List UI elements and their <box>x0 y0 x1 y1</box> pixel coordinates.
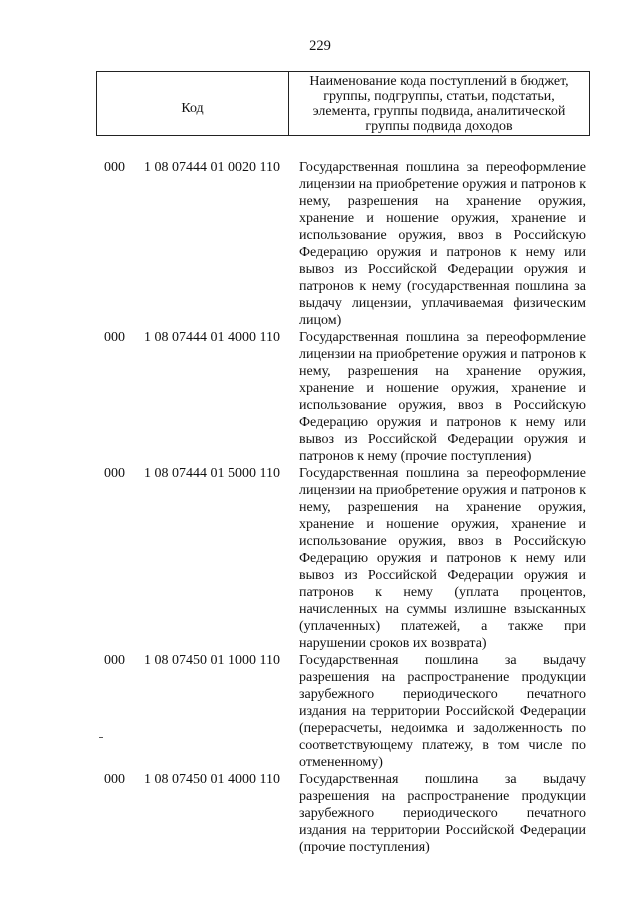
scan-mark <box>99 737 103 738</box>
table-header <box>96 71 590 136</box>
revenue-name: Государственная пошлина за переоформление лицензии на приобретение оружия и патронов к нему, разрешения на хранение оружия, хранение и ношение оружия, хранение и использование оружия, ввоз в Российскую Федерацию оружия и патронов к нему или вывоз из Российской Федерации оружия и патронов к нему (государственная пошлина за выдачу лицензии, уплачиваемая физическим лицом) <box>299 160 587 328</box>
admin-code: 000 <box>104 653 125 668</box>
revenue-name: Государственная пошлина за выдачу разрешения на распространение продукции зарубежного периодического печатного издания на территории Российской Федерации (прочие поступления) <box>299 772 586 855</box>
table-row <box>96 652 596 771</box>
admin-code: 000 <box>104 160 125 175</box>
table-row <box>96 329 596 465</box>
revenue-code: 1 08 07450 01 1000 110 <box>144 653 280 668</box>
admin-code: 000 <box>104 772 125 787</box>
header-code-cell: Код <box>97 72 289 135</box>
revenue-code: 1 08 07450 01 4000 110 <box>144 772 280 787</box>
admin-code: 000 <box>104 466 125 481</box>
page-number: 229 <box>309 38 331 54</box>
header-name-cell: Наименование кода поступлений в бюджет, группы, подгруппы, статьи, подстатьи, элемента, группы подвида, аналитической группы подвида доходов <box>309 74 569 134</box>
revenue-code: 1 08 07444 01 4000 110 <box>144 330 280 345</box>
table-body <box>96 159 596 856</box>
table-row <box>96 771 596 856</box>
revenue-name: Государственная пошлина за переоформление лицензии на приобретение оружия и патронов к нему, разрешения на хранение оружия, хранение и ношение оружия, хранение и использование оружия, ввоз в Российскую Федерацию оружия и патронов к нему или вывоз из Российской Федерации оружия и патронов к нему (уплата процентов, начисленных на суммы излишне взысканных (уплаченных) платежей, а также при нарушении сроков их возврата) <box>299 466 587 651</box>
revenue-name: Государственная пошлина за выдачу разрешения на распространение продукции зарубежного периодического печатного издания на территории Российской Федерации (перерасчеты, недоимка и задолженность по соответствующему платежу, в том числе по отмененному) <box>299 653 586 770</box>
table-row <box>96 159 596 329</box>
revenue-name: Государственная пошлина за переоформление лицензии на приобретение оружия и патронов к нему, разрешения на хранение оружия, хранение и ношение оружия, хранение и использование оружия, ввоз в Российскую Федерацию оружия и патронов к нему или вывоз из Российской Федерации оружия и патронов к нему (прочие поступления) <box>299 330 587 464</box>
table-row <box>96 465 596 652</box>
revenue-code: 1 08 07444 01 5000 110 <box>144 466 280 481</box>
admin-code: 000 <box>104 330 125 345</box>
revenue-code: 1 08 07444 01 0020 110 <box>144 160 280 175</box>
